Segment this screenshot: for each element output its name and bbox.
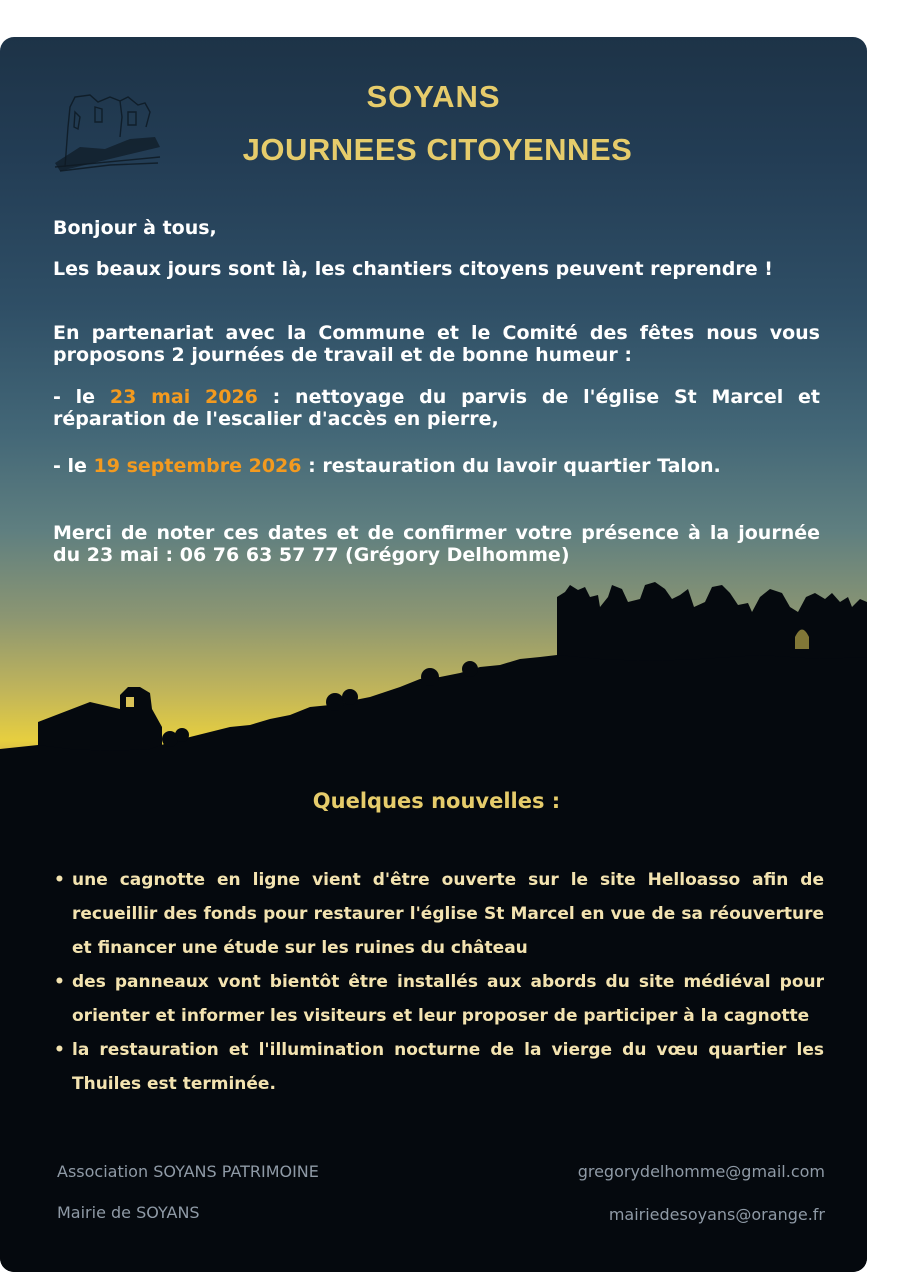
bullet-icon: • (54, 972, 65, 992)
footer-association: Association SOYANS PATRIMOINE (57, 1162, 319, 1181)
event-2-description: : restauration du lavoir quartier Talon. (301, 455, 721, 477)
footer-email-mairie[interactable]: mairiedesoyans@orange.fr (608, 1205, 825, 1224)
news-item-text: une cagnotte en ligne vient d'être ouverte sur le site Helloasso afin de recueillir des fonds pour restaurer l'église St Marcel en vue de sa réouverture et financer une étude sur les ruines du château (72, 870, 824, 958)
news-item-text: des panneaux vont bientôt être installés aux abords du site médiéval pour orienter et informer les visiteurs et leur proposer de participer à la cagnotte (72, 972, 824, 1026)
event-2-prefix: - le (53, 455, 94, 477)
footer-email-gregory[interactable]: gregorydelhomme@gmail.com (577, 1162, 825, 1181)
event-1-prefix: - le (53, 386, 110, 408)
list-item (54, 1033, 824, 1101)
bullet-icon: • (54, 1040, 65, 1060)
flyer-card (0, 37, 867, 1272)
closing-paragraph: Merci de noter ces dates et de confirmer votre présence à la journée du 23 mai : 06 76 63 57 77 (Grégory Delhomme) (53, 522, 820, 566)
news-item-text: la restauration et l'illumination nocturne de la vierge du vœu quartier les Thuiles est terminée. (72, 1040, 824, 1094)
page-subtitle: JOURNEES CITOYENNES (242, 132, 633, 167)
news-list (54, 863, 824, 1101)
list-item (54, 965, 824, 1033)
page-title: SOYANS (366, 79, 501, 114)
greeting-text: Bonjour à tous, (53, 217, 217, 239)
bullet-icon: • (54, 870, 65, 890)
event-2-paragraph (53, 455, 820, 477)
event-1-paragraph (53, 386, 820, 430)
partnership-paragraph: En partenariat avec la Commune et le Comité des fêtes nous vous proposons 2 journées de travail et de bonne humeur : (53, 322, 820, 366)
event-1-description: : nettoyage du parvis de l'église St Marcel et réparation de l'escalier d'accès en pierre, (53, 386, 821, 430)
event-2-date: 19 septembre 2026 (93, 455, 302, 477)
intro-paragraph: Les beaux jours sont là, les chantiers citoyens peuvent reprendre ! (53, 258, 773, 280)
event-1-date: 23 mai 2026 (109, 386, 258, 408)
list-item (54, 863, 824, 965)
news-section-title: Quelques nouvelles : (312, 789, 561, 813)
footer-mairie: Mairie de SOYANS (57, 1203, 200, 1222)
